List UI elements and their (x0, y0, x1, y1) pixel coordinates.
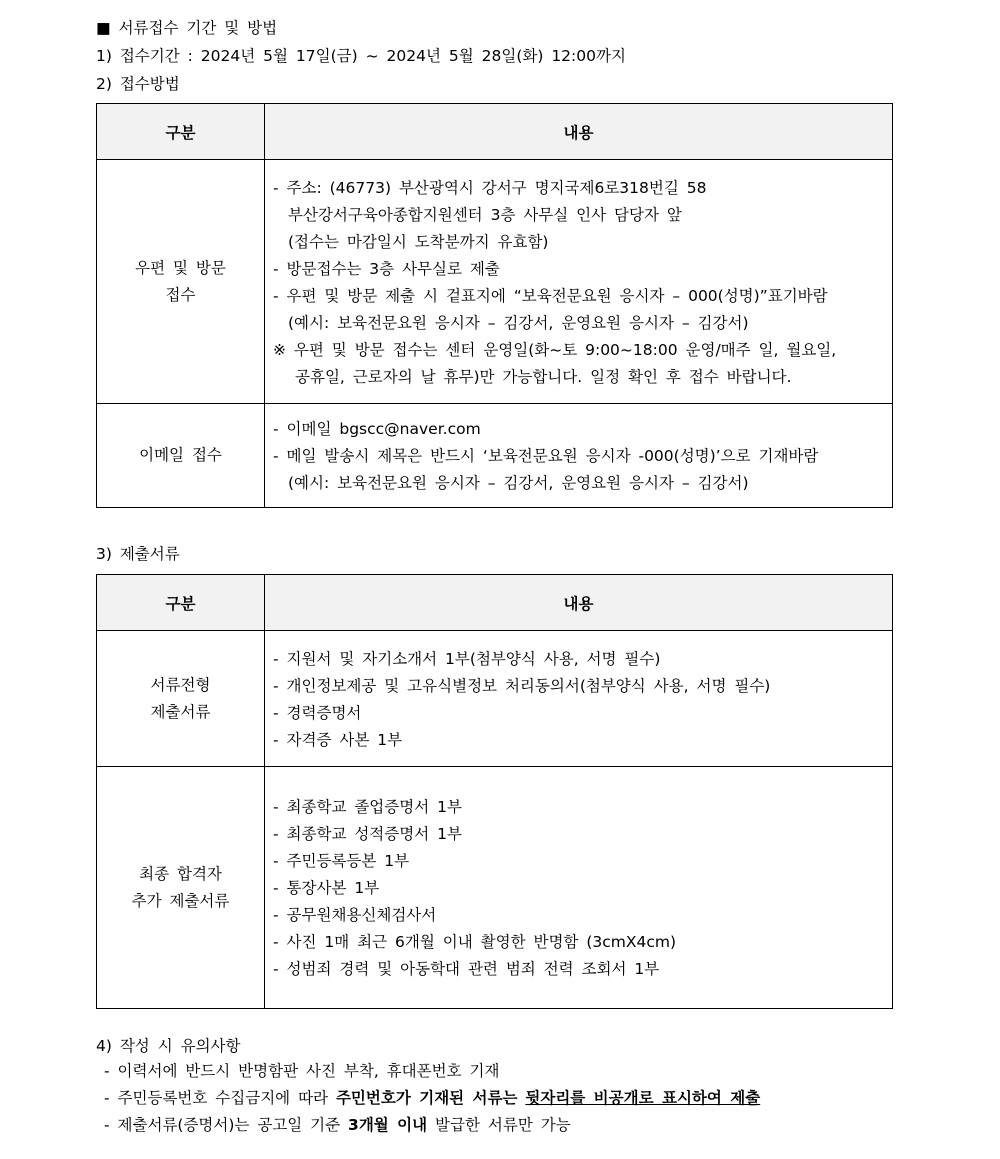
content-line: - 성범죄 경력 및 아동학대 관련 범죄 전력 조회서 1부 (273, 960, 660, 978)
content-cell (265, 160, 893, 404)
content-line: - 이메일 bgscc@naver.com (273, 420, 481, 438)
table-row (97, 160, 893, 404)
table-row (97, 404, 893, 508)
note-text: - 주민등록번호 수집금지에 따라 (104, 1089, 336, 1107)
header-category: 구분 (97, 104, 265, 160)
note-text: 발급한 서류만 가능 (427, 1116, 571, 1134)
content-line: - 메일 발송시 제목은 반드시 ‘보육전문요원 응시자 -000(성명)’으로 기재바람 (273, 447, 819, 465)
header-content: 내용 (265, 104, 893, 160)
note-item (104, 1112, 760, 1139)
content-line: (예시: 보육전문요원 응시자 – 김강서, 운영요원 응시자 – 김강서) (288, 474, 749, 492)
content-line: - 개인정보제공 및 고유식별정보 처리동의서(첨부양식 사용, 서명 필수) (273, 676, 771, 695)
note-emphasis: 3개월 이내 (348, 1116, 428, 1134)
content-line: - 공무원채용신체검사서 (273, 906, 437, 924)
header-content: 내용 (265, 575, 893, 631)
content-cell (265, 631, 893, 767)
category-text: 서류전형 (150, 675, 211, 694)
content-line: - 경력증명서 (273, 703, 362, 722)
note-item (104, 1085, 760, 1112)
content-line: (예시: 보육전문요원 응시자 – 김강서, 운영요원 응시자 – 김강서) (288, 313, 749, 332)
header-category: 구분 (97, 575, 265, 631)
table-row (97, 631, 893, 767)
content-line: 공휴일, 근로자의 날 휴무)만 가능합니다. 일정 확인 후 접수 바랍니다. (295, 367, 792, 386)
content-line: - 최종학교 성적증명서 1부 (273, 825, 462, 843)
category-cell (97, 631, 265, 767)
table-header-row (97, 104, 893, 160)
category-text: 접수 (165, 285, 196, 304)
content-line: - 우편 및 방문 제출 시 겉표지에 “보육전문요원 응시자 – 000(성명)”표기바람 (273, 286, 828, 305)
category-text: 추가 제출서류 (131, 891, 230, 910)
method-table (96, 103, 893, 508)
content-line: (접수는 마감일시 도착분까지 유효함) (288, 232, 549, 251)
content-line: - 최종학교 졸업증명서 1부 (273, 798, 462, 816)
notes-label: 4) 작성 시 유의사항 (96, 1037, 241, 1055)
note-emphasis: 주민번호가 기재된 서류는 (335, 1089, 518, 1107)
method-label: 2) 접수방법 (96, 75, 180, 93)
category-cell: 이메일 접수 (97, 404, 265, 508)
content-cell (265, 404, 893, 508)
documents-table (96, 574, 893, 1009)
content-line: - 사진 1매 최근 6개월 이내 촬영한 반명함 (3cmX4cm) (273, 933, 677, 951)
table-row (97, 767, 893, 1009)
category-cell (97, 160, 265, 404)
content-line: - 주소: (46773) 부산광역시 강서구 명지국제6로318번길 58 (273, 178, 707, 197)
note-item: - 이력서에 반드시 반명함판 사진 부착, 휴대폰번호 기재 (104, 1062, 500, 1080)
category-cell (97, 767, 265, 1009)
content-line: - 자격증 사본 1부 (273, 730, 403, 749)
note-underline: 뒷자리를 비공개로 표시하여 제출 (525, 1089, 761, 1107)
content-line: 부산강서구육아종합지원센터 3층 사무실 인사 담당자 앞 (288, 205, 682, 224)
documents-label: 3) 제출서류 (96, 545, 180, 563)
content-line: ※ 우편 및 방문 접수는 센터 운영일(화~토 9:00~18:00 운영/매주 일, 월요일, (273, 340, 837, 359)
application-period: 1) 접수기간 : 2024년 5월 17일(금) ~ 2024년 5월 28일(화) 12:00까지 (96, 47, 626, 65)
table-header-row (97, 575, 893, 631)
note-text: - 제출서류(증명서)는 공고일 기준 (104, 1116, 349, 1134)
section-heading: ■ 서류접수 기간 및 방법 (96, 19, 278, 37)
category-text: 제출서류 (150, 702, 211, 721)
notes-list (104, 1058, 760, 1139)
category-text: 우편 및 방문 (135, 258, 226, 277)
content-line: - 방문접수는 3층 사무실로 제출 (273, 259, 500, 278)
content-line: - 주민등록등본 1부 (273, 852, 410, 870)
content-cell (265, 767, 893, 1009)
content-line: - 통장사본 1부 (273, 879, 380, 897)
category-text: 최종 합격자 (139, 864, 222, 883)
content-line: - 지원서 및 자기소개서 1부(첨부양식 사용, 서명 필수) (273, 649, 661, 668)
